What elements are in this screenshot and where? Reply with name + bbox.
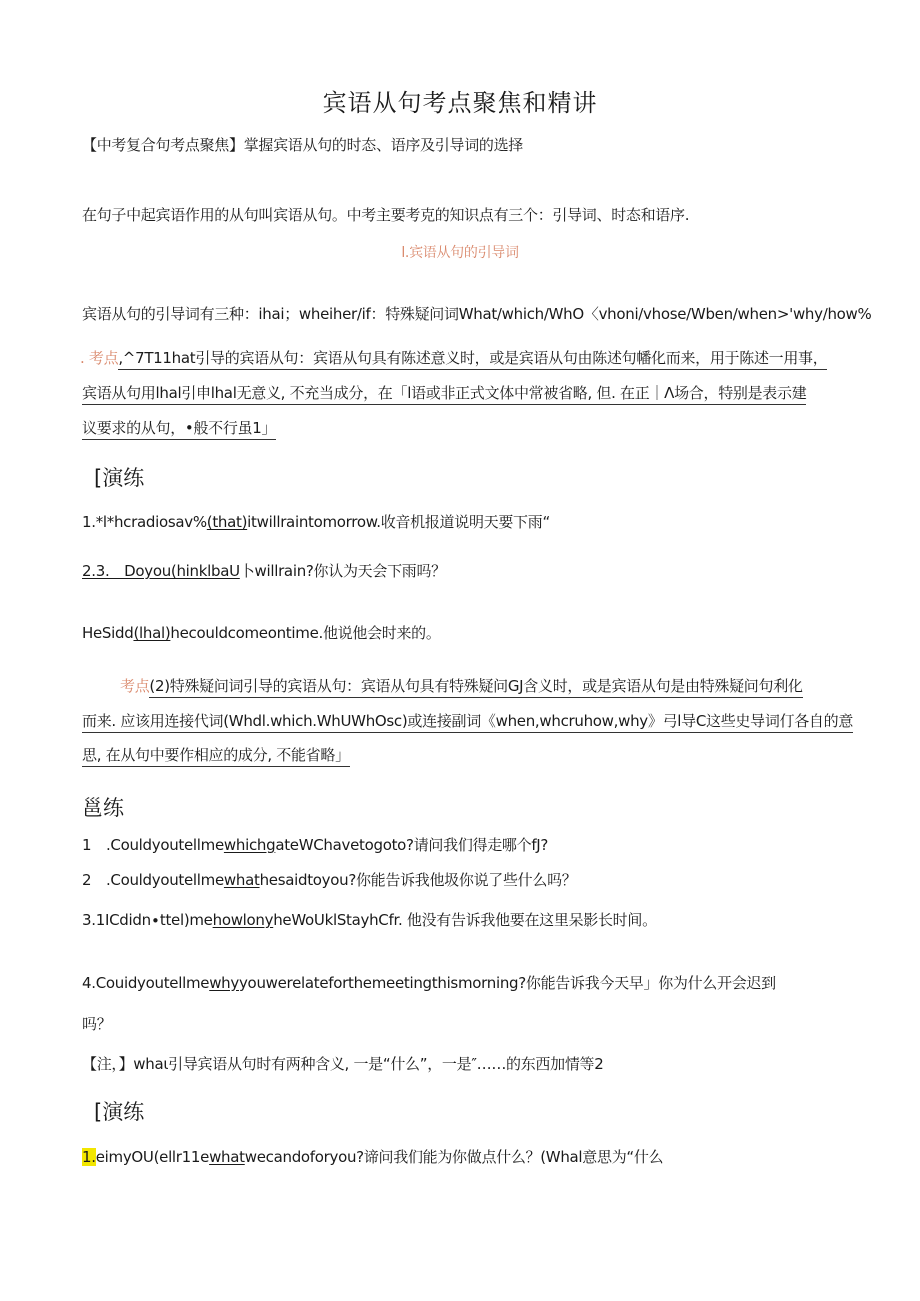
practice-1-sentence-2: 2.3. Doyou(hinklbaU卜willrain?你认为天会下雨吗？	[82, 562, 446, 580]
keypoint-1-line-3: 议要求的从句，•般不行虽1」	[82, 418, 276, 438]
intro-paragraph: 在句子中起宾语作用的从句叫宾语从句。中考主要考克的知识点有三个：引导词、时态和语序.	[82, 206, 690, 224]
practice-2-sentence-2: 2 .Couldyoutellmewhathesaidtoyou?你能告诉我他圾你说了些什么吗？	[82, 871, 577, 889]
intro2-paragraph: 宾语从句的引导词有三种：ihai；wheiher/if：特殊疑问词What/which/WhO〈vhoni∕vhose∕Wben∕when>'why∕how%	[82, 305, 872, 323]
practice-2-sentence-3: 3.1ICdidn∙ttel)mehowlonyheWoUklStayhCfr. 他没有告诉我他要在这里呆影长时间。	[82, 911, 657, 929]
practice-1-sentence-1: 1.*l*hcradiosav%(that)itwillraintomorrow.收音机报道说明天要下雨“	[82, 513, 550, 531]
practice-2-sentence-4-cont: 吗？	[82, 1015, 112, 1033]
section-heading-1: l.宾语从句的引导词	[401, 245, 519, 261]
keypoint-2-text: (2)特殊疑问词引导的宾语从句：宾语从句具有特殊疑问GJ含义时，或是宾语从句是由特殊疑问句利化	[149, 677, 802, 698]
practice-heading-3: [演练	[94, 1100, 145, 1124]
practice-2-sentence-4: 4.Couidyoutellmewhyyouwerelateforthemeetingthismorning?你能告诉我今天早」你为什么开会迟到	[82, 974, 776, 992]
keypoint-1-label: . 考点	[80, 349, 119, 367]
practice-2-sentence-1: 1 .CouldyoutellmewhichgateWChavetogoto?请问我们得走哪个fJ?	[82, 836, 549, 854]
note-line: 【注，】whaι引导宾语从句时有两种含义, 一是“什么”，一是″……的东西加情等2	[82, 1055, 604, 1073]
keypoint-1-line-2: 宾语从句用lhal引申lhal无意义, 不充当成分，在「l语或非正式文体中常被省略, 但. 在正｜Λ场合，特别是表示建	[82, 383, 806, 403]
keypoint-2-line-3: 思, 在从句中要作相应的成分, 不能省略」	[82, 745, 350, 765]
keypoint-1-line-1	[80, 348, 827, 368]
keypoint-2-line-2: 而来. 应该用连接代词(Whdl.which.WhUWhOsc)或连接副词《when,whcruhow,why》弓l导C这些史导词仃各自的意	[82, 711, 853, 731]
highlight-marker: 1.	[82, 1148, 96, 1166]
keypoint-2-label: 考点	[120, 677, 150, 695]
practice-heading-1: [演练	[94, 466, 145, 490]
keypoint-1-text: ,^7T11hat引导的宾语从句：宾语从句具有陈述意义时，或是宾语从句由陈述句幡化而来，用于陈述一用事，	[118, 349, 827, 370]
page-title: 宾语从句考点聚焦和精讲	[322, 89, 598, 117]
practice-heading-2: 邕练	[82, 796, 124, 820]
keypoint-2-line-1	[120, 676, 803, 696]
practice-1-sentence-3: HeSidd(lhal)hecouldcomeontime.他说他会时来的。	[82, 624, 441, 642]
focus-line: 【中考复合句考点聚焦】掌握宾语从句的时态、语序及引导词的选择	[82, 136, 524, 154]
practice-3-sentence-1: 1.eimyOU(ellr11ewhatwecandoforyou?谛问我们能为你做点什么？(Whal意思为“什么	[82, 1148, 664, 1166]
